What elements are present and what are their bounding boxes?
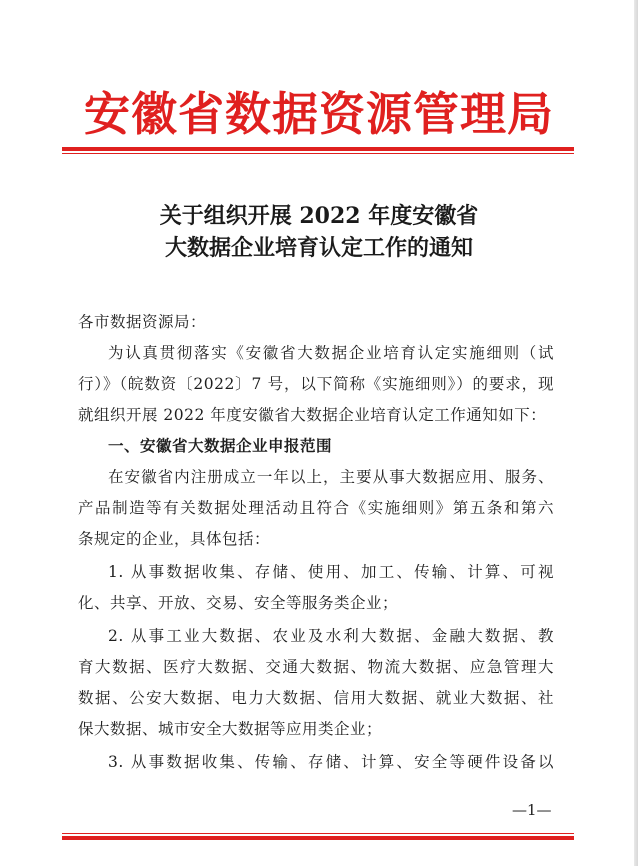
body-line: 为认真贯彻落实《安徽省大数据企业培育认定实施细则（试 bbox=[108, 344, 554, 362]
list-item-line: 育大数据、医疗大数据、交通大数据、物流大数据、应急管理大 bbox=[78, 658, 554, 676]
list-item-line: 1. 从事数据收集、存储、使用、加工、传输、计算、可视 bbox=[108, 563, 554, 581]
list-item-line: 保大数据、城市安全大数据等应用类企业； bbox=[78, 720, 383, 738]
section-heading: 一、安徽省大数据企业申报范围 bbox=[108, 437, 333, 455]
title-line-1: 关于组织开展 2022 年度安徽省 bbox=[159, 203, 479, 229]
header-red-rule bbox=[62, 147, 574, 154]
footer-red-rule bbox=[62, 833, 574, 840]
body-line: 产品制造等有关数据处理活动且符合《实施细则》第五条和第六 bbox=[78, 499, 554, 517]
document-title bbox=[0, 200, 638, 264]
recipient-line: 各市数据资源局： bbox=[78, 313, 207, 331]
body-line: 就组织开展 2022 年度安徽省大数据企业培育认定工作通知如下： bbox=[78, 406, 547, 424]
org-header-title: 安徽省数据资源管理局 bbox=[84, 87, 554, 141]
body-line: 在安徽省内注册成立一年以上，主要从事大数据应用、服务、 bbox=[108, 468, 554, 486]
body-line: 行）》（皖数资〔2022〕7 号，以下简称《实施细则》）的要求，现 bbox=[78, 375, 554, 393]
body-line: 条规定的企业，具体包括： bbox=[78, 530, 271, 548]
list-item-line: 化、共享、开放、交易、安全等服务类企业； bbox=[78, 594, 399, 612]
title-line-2: 大数据企业培育认定工作的通知 bbox=[164, 235, 473, 261]
list-item-line: 3. 从事数据收集、传输、存储、计算、安全等硬件设备以 bbox=[108, 753, 554, 771]
page-number: —1— bbox=[512, 801, 552, 819]
list-item-line: 2. 从事工业大数据、农业及水利大数据、金融大数据、教 bbox=[108, 627, 554, 645]
list-item-line: 数据、公安大数据、电力大数据、信用大数据、就业大数据、社 bbox=[78, 689, 554, 707]
